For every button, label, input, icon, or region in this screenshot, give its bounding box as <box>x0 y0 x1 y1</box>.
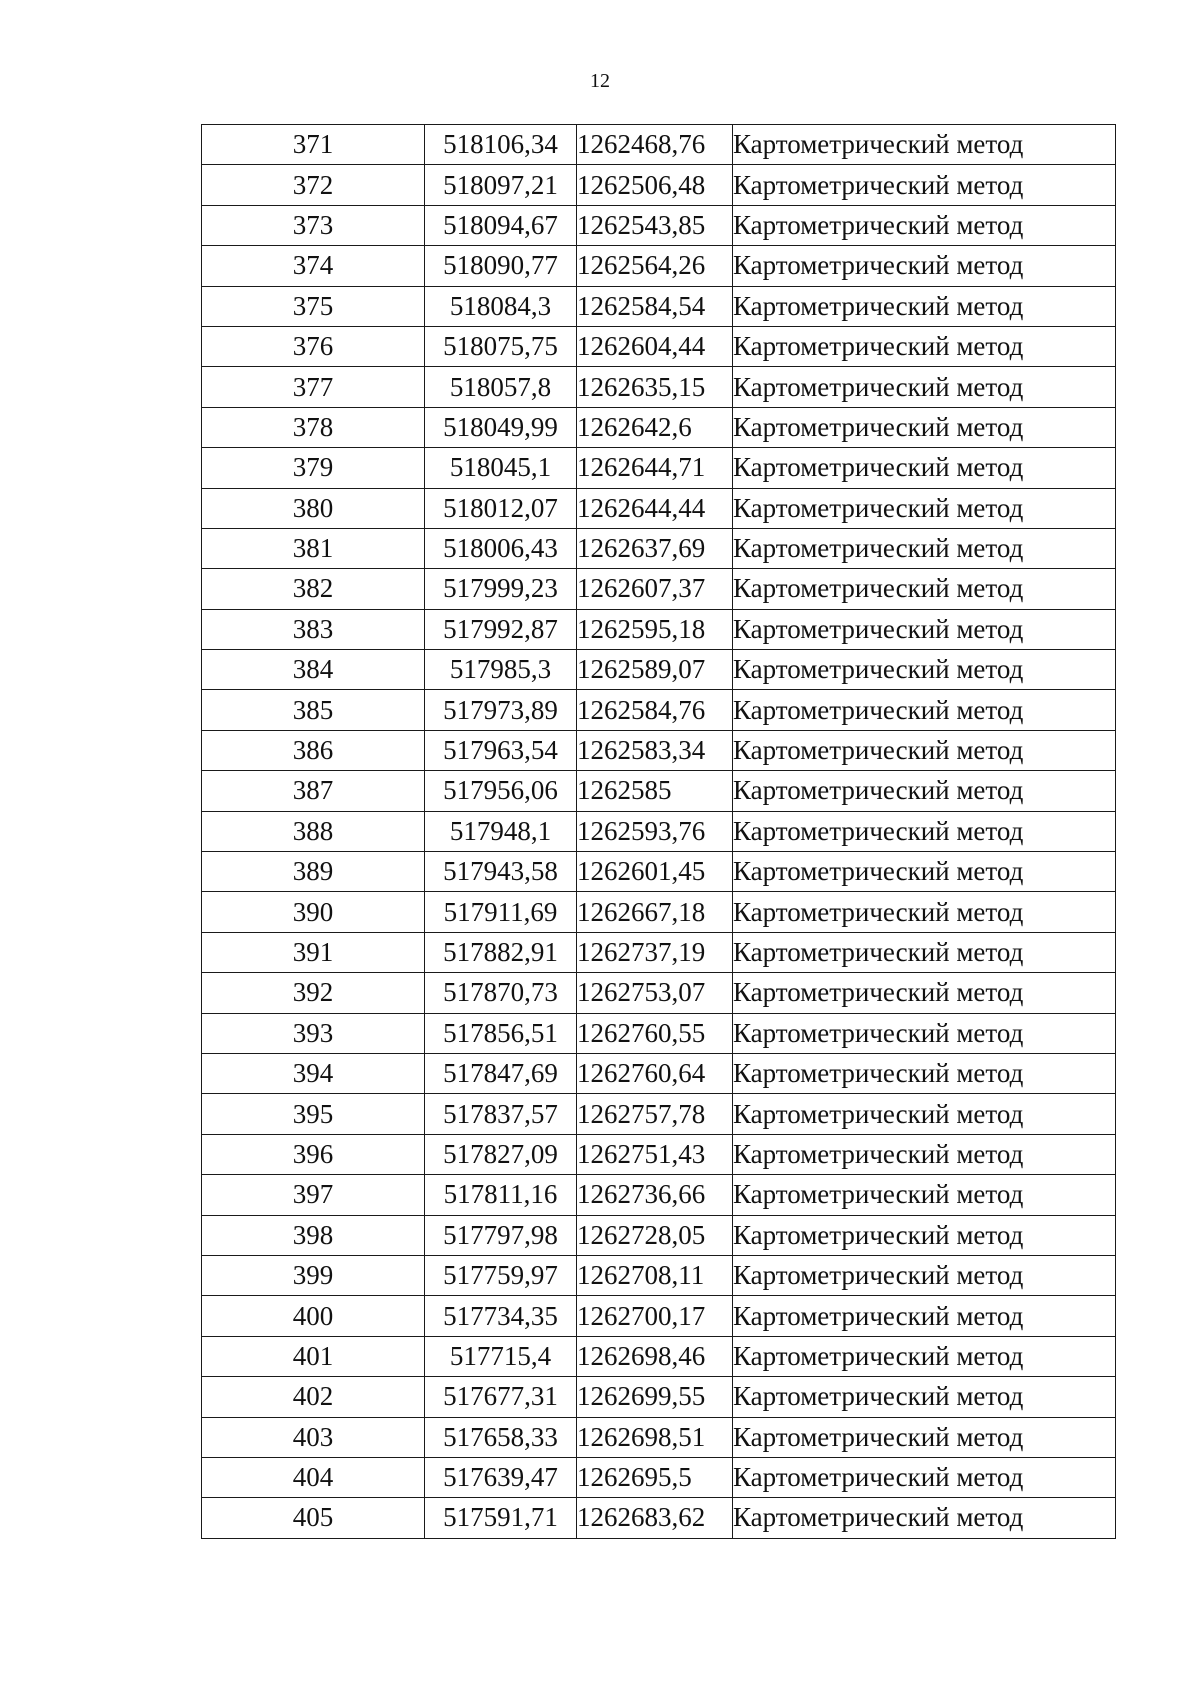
y-coordinate-cell: 1262736,66 <box>577 1175 733 1215</box>
y-coordinate-cell: 1262468,76 <box>577 125 733 165</box>
method-cell: Картометрический метод <box>733 1498 1116 1538</box>
x-coordinate-cell: 517963,54 <box>425 730 577 770</box>
table-row <box>202 488 1116 528</box>
x-coordinate-cell: 517837,57 <box>425 1094 577 1134</box>
table-row <box>202 1336 1116 1376</box>
table-row <box>202 569 1116 609</box>
method-cell: Картометрический метод <box>733 1255 1116 1295</box>
x-coordinate-cell: 517973,89 <box>425 690 577 730</box>
point-number-cell: 401 <box>202 1336 425 1376</box>
y-coordinate-cell: 1262607,37 <box>577 569 733 609</box>
x-coordinate-cell: 517999,23 <box>425 569 577 609</box>
point-number-cell: 385 <box>202 690 425 730</box>
method-cell: Картометрический метод <box>733 125 1116 165</box>
table-row <box>202 609 1116 649</box>
page-number: 12 <box>590 70 610 92</box>
point-number-cell: 389 <box>202 852 425 892</box>
method-cell: Картометрический метод <box>733 690 1116 730</box>
point-number-cell: 374 <box>202 246 425 286</box>
y-coordinate-cell: 1262728,05 <box>577 1215 733 1255</box>
method-cell: Картометрический метод <box>733 1377 1116 1417</box>
method-cell: Картометрический метод <box>733 1417 1116 1457</box>
point-number-cell: 373 <box>202 205 425 245</box>
method-cell: Картометрический метод <box>733 730 1116 770</box>
y-coordinate-cell: 1262695,5 <box>577 1457 733 1497</box>
y-coordinate-cell: 1262564,26 <box>577 246 733 286</box>
table-row <box>202 528 1116 568</box>
method-cell: Картометрический метод <box>733 1013 1116 1053</box>
table-row <box>202 246 1116 286</box>
point-number-cell: 390 <box>202 892 425 932</box>
y-coordinate-cell: 1262700,17 <box>577 1296 733 1336</box>
x-coordinate-cell: 518090,77 <box>425 246 577 286</box>
point-number-cell: 386 <box>202 730 425 770</box>
x-coordinate-cell: 517677,31 <box>425 1377 577 1417</box>
x-coordinate-cell: 517658,33 <box>425 1417 577 1457</box>
y-coordinate-cell: 1262699,55 <box>577 1377 733 1417</box>
x-coordinate-cell: 517956,06 <box>425 771 577 811</box>
table-row <box>202 771 1116 811</box>
x-coordinate-cell: 517591,71 <box>425 1498 577 1538</box>
method-cell: Картометрический метод <box>733 811 1116 851</box>
table-row <box>202 1013 1116 1053</box>
x-coordinate-cell: 517870,73 <box>425 973 577 1013</box>
point-number-cell: 387 <box>202 771 425 811</box>
y-coordinate-cell: 1262637,69 <box>577 528 733 568</box>
point-number-cell: 384 <box>202 650 425 690</box>
point-number-cell: 405 <box>202 1498 425 1538</box>
table-row <box>202 125 1116 165</box>
x-coordinate-cell: 517847,69 <box>425 1053 577 1093</box>
point-number-cell: 371 <box>202 125 425 165</box>
y-coordinate-cell: 1262760,64 <box>577 1053 733 1093</box>
x-coordinate-cell: 518084,3 <box>425 286 577 326</box>
y-coordinate-cell: 1262757,78 <box>577 1094 733 1134</box>
method-cell: Картометрический метод <box>733 771 1116 811</box>
table-row <box>202 1417 1116 1457</box>
method-cell: Картометрический метод <box>733 609 1116 649</box>
x-coordinate-cell: 518045,1 <box>425 448 577 488</box>
table-row <box>202 1255 1116 1295</box>
y-coordinate-cell: 1262584,76 <box>577 690 733 730</box>
method-cell: Картометрический метод <box>733 326 1116 366</box>
x-coordinate-cell: 518012,07 <box>425 488 577 528</box>
y-coordinate-cell: 1262644,71 <box>577 448 733 488</box>
x-coordinate-cell: 518094,67 <box>425 205 577 245</box>
x-coordinate-cell: 517985,3 <box>425 650 577 690</box>
method-cell: Картометрический метод <box>733 367 1116 407</box>
point-number-cell: 395 <box>202 1094 425 1134</box>
y-coordinate-cell: 1262585 <box>577 771 733 811</box>
y-coordinate-cell: 1262683,62 <box>577 1498 733 1538</box>
method-cell: Картометрический метод <box>733 448 1116 488</box>
table-row <box>202 1377 1116 1417</box>
method-cell: Картометрический метод <box>733 246 1116 286</box>
method-cell: Картометрический метод <box>733 488 1116 528</box>
y-coordinate-cell: 1262760,55 <box>577 1013 733 1053</box>
method-cell: Картометрический метод <box>733 205 1116 245</box>
method-cell: Картометрический метод <box>733 1336 1116 1376</box>
method-cell: Картометрический метод <box>733 165 1116 205</box>
table-row <box>202 1457 1116 1497</box>
point-number-cell: 394 <box>202 1053 425 1093</box>
method-cell: Картометрический метод <box>733 1134 1116 1174</box>
y-coordinate-cell: 1262698,51 <box>577 1417 733 1457</box>
x-coordinate-cell: 517827,09 <box>425 1134 577 1174</box>
method-cell: Картометрический метод <box>733 569 1116 609</box>
point-number-cell: 375 <box>202 286 425 326</box>
point-number-cell: 397 <box>202 1175 425 1215</box>
x-coordinate-cell: 518006,43 <box>425 528 577 568</box>
method-cell: Картометрический метод <box>733 1053 1116 1093</box>
point-number-cell: 381 <box>202 528 425 568</box>
y-coordinate-cell: 1262584,54 <box>577 286 733 326</box>
y-coordinate-cell: 1262644,44 <box>577 488 733 528</box>
x-coordinate-cell: 517759,97 <box>425 1255 577 1295</box>
method-cell: Картометрический метод <box>733 973 1116 1013</box>
y-coordinate-cell: 1262593,76 <box>577 811 733 851</box>
point-number-cell: 393 <box>202 1013 425 1053</box>
method-cell: Картометрический метод <box>733 1094 1116 1134</box>
point-number-cell: 392 <box>202 973 425 1013</box>
table-row <box>202 690 1116 730</box>
table-row <box>202 205 1116 245</box>
method-cell: Картометрический метод <box>733 407 1116 447</box>
method-cell: Картометрический метод <box>733 650 1116 690</box>
x-coordinate-cell: 517639,47 <box>425 1457 577 1497</box>
point-number-cell: 379 <box>202 448 425 488</box>
method-cell: Картометрический метод <box>733 1296 1116 1336</box>
table-row <box>202 165 1116 205</box>
point-number-cell: 398 <box>202 1215 425 1255</box>
point-number-cell: 399 <box>202 1255 425 1295</box>
y-coordinate-cell: 1262737,19 <box>577 932 733 972</box>
method-cell: Картометрический метод <box>733 1215 1116 1255</box>
table-row <box>202 1134 1116 1174</box>
point-number-cell: 380 <box>202 488 425 528</box>
point-number-cell: 396 <box>202 1134 425 1174</box>
y-coordinate-cell: 1262583,34 <box>577 730 733 770</box>
point-number-cell: 378 <box>202 407 425 447</box>
table-row <box>202 932 1116 972</box>
method-cell: Картометрический метод <box>733 1457 1116 1497</box>
point-number-cell: 402 <box>202 1377 425 1417</box>
x-coordinate-cell: 517797,98 <box>425 1215 577 1255</box>
x-coordinate-cell: 517715,4 <box>425 1336 577 1376</box>
y-coordinate-cell: 1262667,18 <box>577 892 733 932</box>
table-row <box>202 1215 1116 1255</box>
method-cell: Картометрический метод <box>733 528 1116 568</box>
y-coordinate-cell: 1262589,07 <box>577 650 733 690</box>
x-coordinate-cell: 517811,16 <box>425 1175 577 1215</box>
table-row <box>202 973 1116 1013</box>
x-coordinate-cell: 517992,87 <box>425 609 577 649</box>
x-coordinate-cell: 517882,91 <box>425 932 577 972</box>
y-coordinate-cell: 1262708,11 <box>577 1255 733 1295</box>
coordinates-table <box>201 124 1116 1539</box>
point-number-cell: 377 <box>202 367 425 407</box>
method-cell: Картометрический метод <box>733 1175 1116 1215</box>
x-coordinate-cell: 518097,21 <box>425 165 577 205</box>
table-row <box>202 1175 1116 1215</box>
point-number-cell: 400 <box>202 1296 425 1336</box>
point-number-cell: 403 <box>202 1417 425 1457</box>
table-row <box>202 407 1116 447</box>
method-cell: Картометрический метод <box>733 852 1116 892</box>
table-row <box>202 650 1116 690</box>
x-coordinate-cell: 517734,35 <box>425 1296 577 1336</box>
y-coordinate-cell: 1262751,43 <box>577 1134 733 1174</box>
table-row <box>202 286 1116 326</box>
y-coordinate-cell: 1262635,15 <box>577 367 733 407</box>
table-row <box>202 1094 1116 1134</box>
y-coordinate-cell: 1262753,07 <box>577 973 733 1013</box>
x-coordinate-cell: 517943,58 <box>425 852 577 892</box>
method-cell: Картометрический метод <box>733 892 1116 932</box>
point-number-cell: 376 <box>202 326 425 366</box>
point-number-cell: 382 <box>202 569 425 609</box>
y-coordinate-cell: 1262506,48 <box>577 165 733 205</box>
point-number-cell: 388 <box>202 811 425 851</box>
y-coordinate-cell: 1262604,44 <box>577 326 733 366</box>
table-row <box>202 326 1116 366</box>
point-number-cell: 391 <box>202 932 425 972</box>
y-coordinate-cell: 1262601,45 <box>577 852 733 892</box>
method-cell: Картометрический метод <box>733 286 1116 326</box>
method-cell: Картометрический метод <box>733 932 1116 972</box>
table-row <box>202 1053 1116 1093</box>
coordinates-table-body <box>202 125 1116 1539</box>
table-row <box>202 1498 1116 1538</box>
point-number-cell: 383 <box>202 609 425 649</box>
point-number-cell: 404 <box>202 1457 425 1497</box>
y-coordinate-cell: 1262543,85 <box>577 205 733 245</box>
x-coordinate-cell: 518075,75 <box>425 326 577 366</box>
y-coordinate-cell: 1262595,18 <box>577 609 733 649</box>
x-coordinate-cell: 517911,69 <box>425 892 577 932</box>
table-row <box>202 448 1116 488</box>
x-coordinate-cell: 518057,8 <box>425 367 577 407</box>
table-row <box>202 892 1116 932</box>
y-coordinate-cell: 1262698,46 <box>577 1336 733 1376</box>
table-row <box>202 730 1116 770</box>
table-row <box>202 811 1116 851</box>
x-coordinate-cell: 517856,51 <box>425 1013 577 1053</box>
table-row <box>202 852 1116 892</box>
x-coordinate-cell: 517948,1 <box>425 811 577 851</box>
table-row <box>202 1296 1116 1336</box>
point-number-cell: 372 <box>202 165 425 205</box>
table-row <box>202 367 1116 407</box>
x-coordinate-cell: 518049,99 <box>425 407 577 447</box>
x-coordinate-cell: 518106,34 <box>425 125 577 165</box>
y-coordinate-cell: 1262642,6 <box>577 407 733 447</box>
